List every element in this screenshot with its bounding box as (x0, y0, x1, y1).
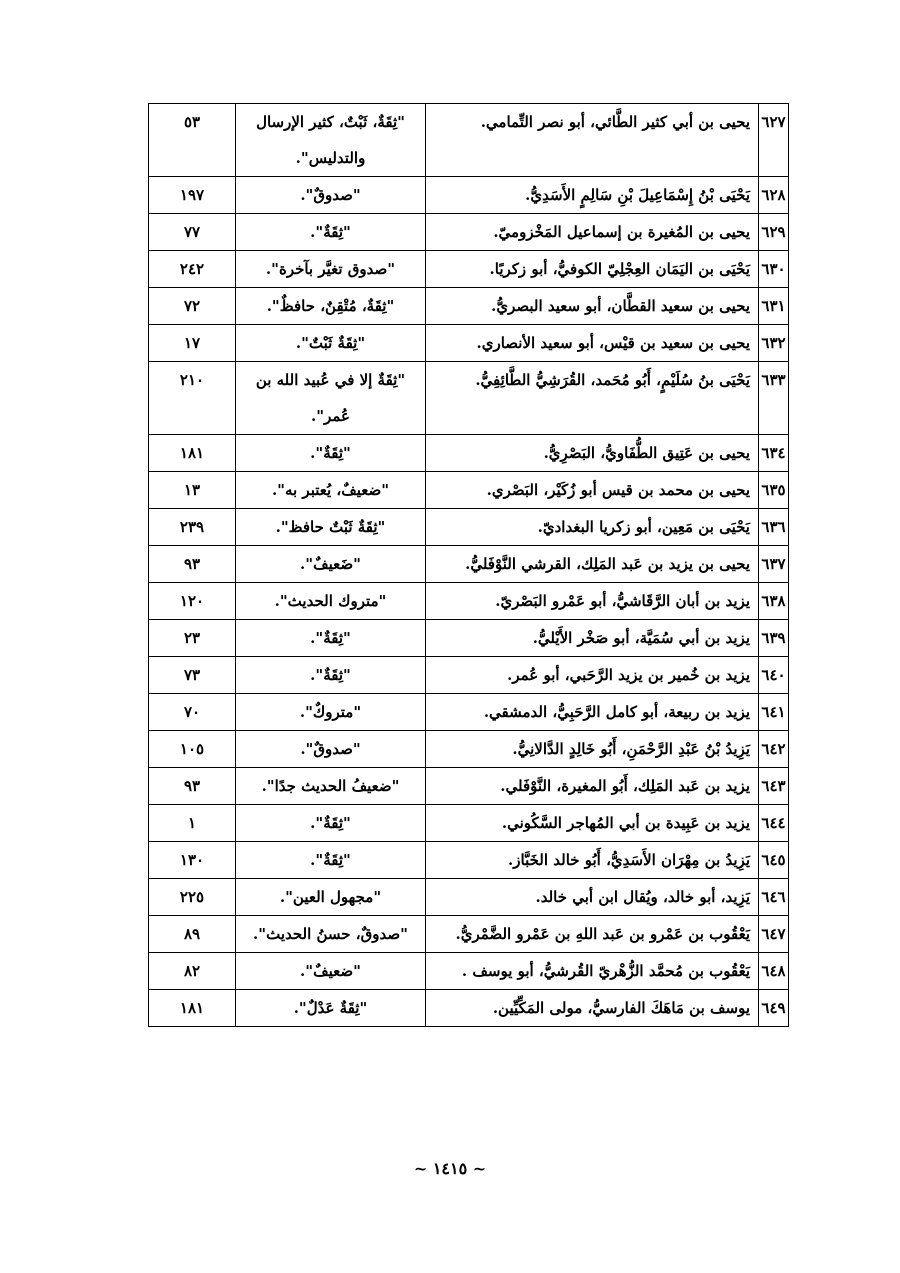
narrator-grade-cell: "ثِقَةٌ". (236, 620, 426, 657)
narrator-grade-cell: "ثِقَةٌ". (236, 805, 426, 842)
entry-number-cell: ٦٣٧ (759, 546, 789, 583)
narrator-grade-cell: "صدوقٌ". (236, 177, 426, 214)
table-row (149, 583, 789, 620)
entry-number-cell: ٦٣٠ (759, 251, 789, 288)
page-reference-cell: ٧٢ (149, 288, 236, 325)
narrator-grade-cell: "صدوق تغيَّر بآخرة". (236, 251, 426, 288)
entry-number-cell: ٦٤٣ (759, 768, 789, 805)
narrator-name-cell: يَحْيَى بن اليَمَان العِجْلِيّ الكوفيُّ، أبو زكريًا. (426, 251, 759, 288)
narrator-grade-cell: "مجهول العين". (236, 879, 426, 916)
page-reference-cell: ٥٣ (149, 104, 236, 177)
narrator-grade-cell: "ثِقَةٌ عَدْلٌ". (236, 990, 426, 1027)
entry-number-cell: ٦٢٩ (759, 214, 789, 251)
page-reference-cell: ١٢٠ (149, 583, 236, 620)
table-row (149, 842, 789, 879)
table-row (149, 251, 789, 288)
narrator-name-cell: يحيى بن عَتِيق الطُّفَاويُّ، البَصْرِيُّ. (426, 435, 759, 472)
narrator-name-cell: يَزِيد، أبو خالد، ويُقال ابن أبي خالد. (426, 879, 759, 916)
table-row (149, 288, 789, 325)
page-reference-cell: ٧٣ (149, 657, 236, 694)
narrator-grade-cell: "ثِقَةٌ". (236, 657, 426, 694)
table-row (149, 325, 789, 362)
entry-number-cell: ٦٤٩ (759, 990, 789, 1027)
narrator-name-cell: يوسف بن مَاهَكَ الفارسيُّ، مولى المَكِّيِّين. (426, 990, 759, 1027)
page-reference-cell: ١٣ (149, 472, 236, 509)
narrator-grade-cell: "ثِقَةٌ ثَبْتٌ حافظ". (236, 509, 426, 546)
table-row (149, 509, 789, 546)
narrator-grade-cell: "ضَعيفٌ". (236, 546, 426, 583)
narrator-name-cell: يحيى بن أبي كثير الطَّائي، أبو نصر التِّمامي. (426, 104, 759, 177)
narrators-table (148, 103, 789, 1027)
narrator-grade-cell: "ثِقَةٌ". (236, 842, 426, 879)
page-reference-cell: ١٩٧ (149, 177, 236, 214)
table-row (149, 104, 789, 177)
entry-number-cell: ٦٤٨ (759, 953, 789, 990)
narrator-name-cell: يزيد بن ربيعة، أبو كامل الرَّحَبِيُّ، الدمشقي. (426, 694, 759, 731)
page-reference-cell: ٧٧ (149, 214, 236, 251)
page-reference-cell: ٢١٠ (149, 362, 236, 435)
table-row (149, 990, 789, 1027)
entry-number-cell: ٦٣٦ (759, 509, 789, 546)
table-row (149, 879, 789, 916)
table-row (149, 916, 789, 953)
page-reference-cell: ٢٢٥ (149, 879, 236, 916)
narrator-grade-cell: "صدوقٌ، حسنُ الحديث". (236, 916, 426, 953)
page-reference-cell: ١٨١ (149, 435, 236, 472)
narrator-name-cell: يحيى بن المُغيرة بن إسماعيل المَخْزوميّ. (426, 214, 759, 251)
narrator-name-cell: يزيد بن عَبِيدة بن أبي المُهاجر السَّكُوني. (426, 805, 759, 842)
table-row (149, 546, 789, 583)
narrator-grade-cell: "ثِقَةٌ". (236, 435, 426, 472)
narrator-name-cell: يحيى بن يزيد بن عَبد المَلِك، القرشي النَّوْفَليُّ. (426, 546, 759, 583)
narrator-name-cell: يزيد بن أبي سُمَيَّة، أبو صَخْر الأَيْليُّ. (426, 620, 759, 657)
page-reference-cell: ٢٤٢ (149, 251, 236, 288)
table-row (149, 694, 789, 731)
page-reference-cell: ١٣٠ (149, 842, 236, 879)
page-reference-cell: ٩٣ (149, 546, 236, 583)
table-row (149, 472, 789, 509)
narrator-grade-cell: "ضعيفٌ". (236, 953, 426, 990)
entry-number-cell: ٦٤٦ (759, 879, 789, 916)
entry-number-cell: ٦٣١ (759, 288, 789, 325)
narrator-name-cell: يزيد بن خُمير بن يزيد الرَّحَبي، أبو عُمر. (426, 657, 759, 694)
narrator-grade-cell: "متروكٌ". (236, 694, 426, 731)
narrator-name-cell: يَزِيدُ بْنُ عَبْدِ الرَّحْمَنِ، أَبُو خَالِدٍ الدَّالانِيُّ. (426, 731, 759, 768)
entry-number-cell: ٦٣٨ (759, 583, 789, 620)
entry-number-cell: ٦٤٤ (759, 805, 789, 842)
entry-number-cell: ٦٢٧ (759, 104, 789, 177)
table-row (149, 953, 789, 990)
narrator-grade-cell: "ثِقَةٌ". (236, 214, 426, 251)
narrator-name-cell: يحيى بن محمد بن قيس أبو زُكَيْر، البَصْري. (426, 472, 759, 509)
narrator-grade-cell: "صدوقٌ". (236, 731, 426, 768)
table-row (149, 805, 789, 842)
narrator-name-cell: يَزِيدُ بن مِهْرَان الأَسَدِيُّ، أَبُو خالد الخَبَّاز. (426, 842, 759, 879)
page-reference-cell: ٢٣٩ (149, 509, 236, 546)
narrator-name-cell: يَحْيَى بنُ سُلَيْمٍ، أَبُو مُحَمد، القُرَشِيُّ الطَّائِفِيُّ. (426, 362, 759, 435)
table-row (149, 435, 789, 472)
page-reference-cell: ٨٩ (149, 916, 236, 953)
narrator-name-cell: يَحْيَى بن مَعِين، أبو زكريا البغداديّ. (426, 509, 759, 546)
narrator-grade-cell: "ثِقَةٌ، مُتْقِنٌ، حافظٌ". (236, 288, 426, 325)
entry-number-cell: ٦٢٨ (759, 177, 789, 214)
entry-number-cell: ٦٤٥ (759, 842, 789, 879)
entry-number-cell: ٦٤٠ (759, 657, 789, 694)
narrator-grade-cell: "ضعيفٌ، يُعتبر به". (236, 472, 426, 509)
entry-number-cell: ٦٣٤ (759, 435, 789, 472)
table-row (149, 177, 789, 214)
narrator-name-cell: يحيى بن سعيد بن قيْس، أبو سعيد الأنصاري. (426, 325, 759, 362)
table-row (149, 362, 789, 435)
narrator-name-cell: يزيد بن عَبد المَلِك، أَبُو المغيرة، النَّوْفَلي. (426, 768, 759, 805)
page-reference-cell: ١٠٥ (149, 731, 236, 768)
narrators-table-body (149, 104, 789, 1027)
narrator-grade-cell: "ضعيفُ الحديث جدًا". (236, 768, 426, 805)
table-row (149, 657, 789, 694)
entry-number-cell: ٦٤١ (759, 694, 789, 731)
narrator-name-cell: يَعْقُوب بن عَمْرو بن عَبد اللهِ بن عَمْرو الضَّمْريُّ. (426, 916, 759, 953)
entry-number-cell: ٦٣٩ (759, 620, 789, 657)
table-row (149, 620, 789, 657)
table-row (149, 214, 789, 251)
page-number: ~ ١٤١٥ ~ (413, 1159, 487, 1178)
page-reference-cell: ٧٠ (149, 694, 236, 731)
narrator-grade-cell: "ثِقَةٌ، ثَبْتٌ، كثير الإرسال والتدليس". (236, 104, 426, 177)
table-row (149, 731, 789, 768)
narrator-name-cell: يزيد بن أبان الرَّقَاشيُّ، أبو عَمْرو البَصْريّ. (426, 583, 759, 620)
page-reference-cell: ٢٣ (149, 620, 236, 657)
page-reference-cell: ١ (149, 805, 236, 842)
entry-number-cell: ٦٣٥ (759, 472, 789, 509)
page-reference-cell: ٩٣ (149, 768, 236, 805)
page-reference-cell: ١٨١ (149, 990, 236, 1027)
table-row (149, 768, 789, 805)
entry-number-cell: ٦٤٢ (759, 731, 789, 768)
entry-number-cell: ٦٣٣ (759, 362, 789, 435)
page-reference-cell: ٨٢ (149, 953, 236, 990)
page-reference-cell: ١٧ (149, 325, 236, 362)
narrator-grade-cell: "متروك الحديث". (236, 583, 426, 620)
narrator-grade-cell: "ثِقَةٌ ثَبْتٌ". (236, 325, 426, 362)
narrator-name-cell: يَحْيَى بْنُ إِسْمَاعِيلَ بْنِ سَالِمٍ الأَسَدِيُّ. (426, 177, 759, 214)
entry-number-cell: ٦٤٧ (759, 916, 789, 953)
narrator-name-cell: يحيى بن سعيد القطَّان، أبو سعيد البصريُّ. (426, 288, 759, 325)
entry-number-cell: ٦٣٢ (759, 325, 789, 362)
narrator-grade-cell: "ثِقَةٌ إلا في عُبيد الله بن عُمر". (236, 362, 426, 435)
narrator-name-cell: يَعْقُوب بن مُحمَّد الزُّهْريّ القُرشيُّ، أبو يوسف . (426, 953, 759, 990)
